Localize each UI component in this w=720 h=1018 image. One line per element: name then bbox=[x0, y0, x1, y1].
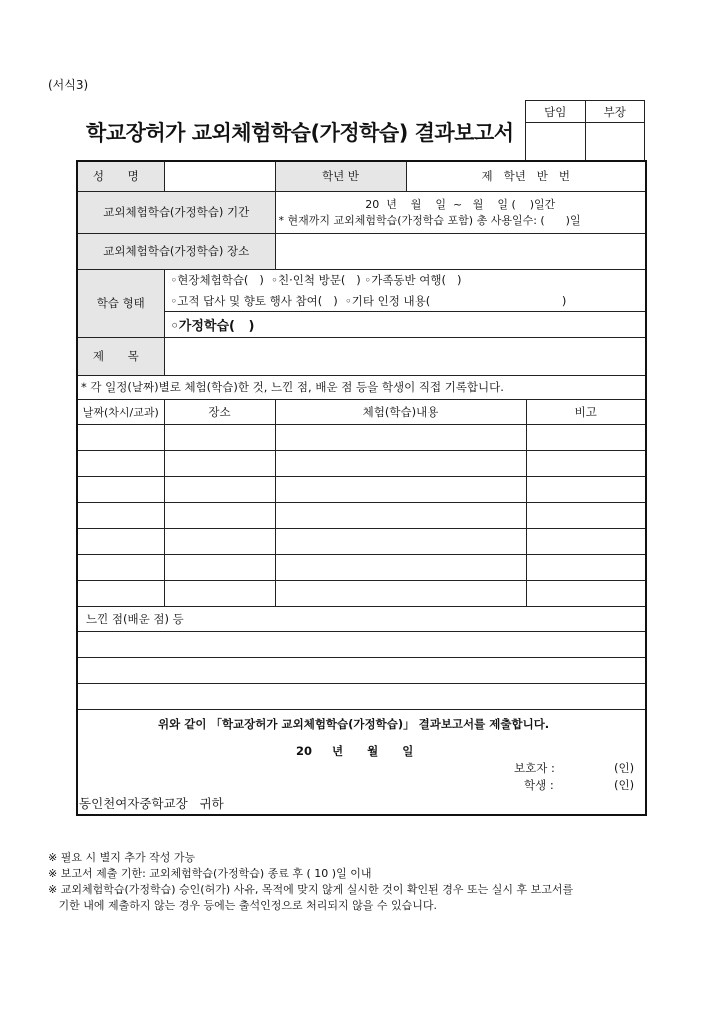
student-seal[interactable]: (인) bbox=[614, 777, 635, 792]
log-cell[interactable] bbox=[77, 424, 164, 450]
log-cell[interactable] bbox=[275, 476, 526, 502]
submission-block bbox=[77, 709, 646, 815]
log-row bbox=[77, 580, 646, 606]
submission-date: 20 년 월 일 bbox=[296, 743, 414, 758]
log-cell[interactable] bbox=[77, 502, 164, 528]
approval-head-label: 부장 bbox=[585, 101, 645, 123]
log-row bbox=[77, 502, 646, 528]
subject-field[interactable] bbox=[164, 337, 646, 375]
name-label: 성 명 bbox=[77, 161, 164, 191]
period-total-days: * 현재까지 교외체험학습(가정학습 포함) 총 사용일수: ( )일 bbox=[278, 214, 581, 227]
log-cell[interactable] bbox=[275, 580, 526, 606]
log-row bbox=[77, 450, 646, 476]
log-cell[interactable] bbox=[526, 580, 646, 606]
type-option-home-study[interactable]: ◦가정학습( ) bbox=[164, 311, 646, 337]
report-form bbox=[76, 160, 647, 816]
form-code: (서식3) bbox=[48, 78, 89, 92]
log-header-content: 체험(학습)내용 bbox=[275, 399, 526, 424]
period-field[interactable] bbox=[275, 191, 646, 233]
note-item: ※ 교외체험학습(가정학습) 승인(허가) 사유, 목적에 맞지 않게 실시한 것이 확인된 경우 또는 실시 후 보고서를 bbox=[48, 883, 574, 896]
log-cell[interactable] bbox=[526, 450, 646, 476]
guardian-label: 보호자 : bbox=[514, 760, 555, 775]
approval-box bbox=[525, 100, 645, 161]
log-cell[interactable] bbox=[526, 502, 646, 528]
note-item: ※ 필요 시 별지 추가 작성 가능 bbox=[48, 851, 196, 864]
log-row bbox=[77, 528, 646, 554]
name-field[interactable] bbox=[164, 161, 275, 191]
log-cell[interactable] bbox=[164, 476, 275, 502]
log-header-remarks: 비고 bbox=[526, 399, 646, 424]
type-option-row1[interactable]: ◦현장체험학습( ) ◦친·인척 방문( ) ◦가족동반 여행( ) bbox=[164, 269, 646, 291]
log-cell[interactable] bbox=[164, 450, 275, 476]
log-cell[interactable] bbox=[77, 528, 164, 554]
log-cell[interactable] bbox=[275, 424, 526, 450]
guardian-seal[interactable]: (인) bbox=[614, 760, 635, 775]
log-cell[interactable] bbox=[275, 502, 526, 528]
approval-head-sign[interactable] bbox=[585, 123, 645, 161]
log-row bbox=[77, 554, 646, 580]
subject-label: 제 목 bbox=[77, 337, 164, 375]
log-cell[interactable] bbox=[164, 554, 275, 580]
submission-statement: 위와 같이 「학교장허가 교외체험학습(가정학습)」 결과보고서를 제출합니다. bbox=[158, 716, 550, 731]
log-cell[interactable] bbox=[526, 424, 646, 450]
log-cell[interactable] bbox=[164, 502, 275, 528]
notes bbox=[48, 850, 573, 914]
note-item: ※ 보고서 제출 기한: 교외체험학습(가정학습) 종료 후 ( 10 )일 이내 bbox=[48, 867, 372, 880]
log-cell[interactable] bbox=[164, 424, 275, 450]
log-cell[interactable] bbox=[77, 580, 164, 606]
log-cell[interactable] bbox=[526, 554, 646, 580]
log-cell[interactable] bbox=[77, 476, 164, 502]
log-cell[interactable] bbox=[275, 450, 526, 476]
log-cell[interactable] bbox=[275, 528, 526, 554]
approval-homeroom-sign[interactable] bbox=[526, 123, 586, 161]
type-option-row2[interactable]: ◦고적 답사 및 향토 행사 참여( ) ◦기타 인정 내용( ) bbox=[164, 291, 646, 311]
log-header-place: 장소 bbox=[164, 399, 275, 424]
period-label: 교외체험학습(가정학습) 기간 bbox=[77, 191, 275, 233]
log-header-date: 날짜(차시/교과) bbox=[77, 399, 164, 424]
log-cell[interactable] bbox=[526, 476, 646, 502]
reflection-line[interactable] bbox=[77, 631, 646, 657]
recipient: 동인천여자중학교장 귀하 bbox=[79, 795, 224, 811]
log-row bbox=[77, 424, 646, 450]
log-cell[interactable] bbox=[164, 580, 275, 606]
grade-label: 학년 반 bbox=[275, 161, 406, 191]
log-instruction: * 각 일정(날짜)별로 체험(학습)한 것, 느낀 점, 배운 점 등을 학생이 직접 기록합니다. bbox=[77, 375, 646, 399]
note-item: 기한 내에 제출하지 않는 경우 등에는 출석인정으로 처리되지 않을 수 있습니다. bbox=[48, 899, 437, 912]
log-cell[interactable] bbox=[164, 528, 275, 554]
place-field[interactable] bbox=[275, 233, 646, 269]
reflection-line[interactable] bbox=[77, 683, 646, 709]
reflection-line[interactable] bbox=[77, 657, 646, 683]
place-label: 교외체험학습(가정학습) 장소 bbox=[77, 233, 275, 269]
log-cell[interactable] bbox=[275, 554, 526, 580]
period-dates: 20 년 월 일 ~ 월 일 ( )일간 bbox=[365, 198, 556, 211]
grade-field[interactable]: 제 학년 반 번 bbox=[406, 161, 646, 191]
approval-homeroom-label: 담임 bbox=[526, 101, 586, 123]
page-title: 학교장허가 교외체험학습(가정학습) 결과보고서 bbox=[86, 121, 514, 145]
log-cell[interactable] bbox=[77, 450, 164, 476]
log-cell[interactable] bbox=[526, 528, 646, 554]
reflection-label: 느낀 점(배운 점) 등 bbox=[77, 606, 646, 631]
log-row bbox=[77, 476, 646, 502]
student-label: 학생 : bbox=[524, 777, 554, 792]
type-label: 학습 형태 bbox=[77, 269, 164, 337]
log-cell[interactable] bbox=[77, 554, 164, 580]
